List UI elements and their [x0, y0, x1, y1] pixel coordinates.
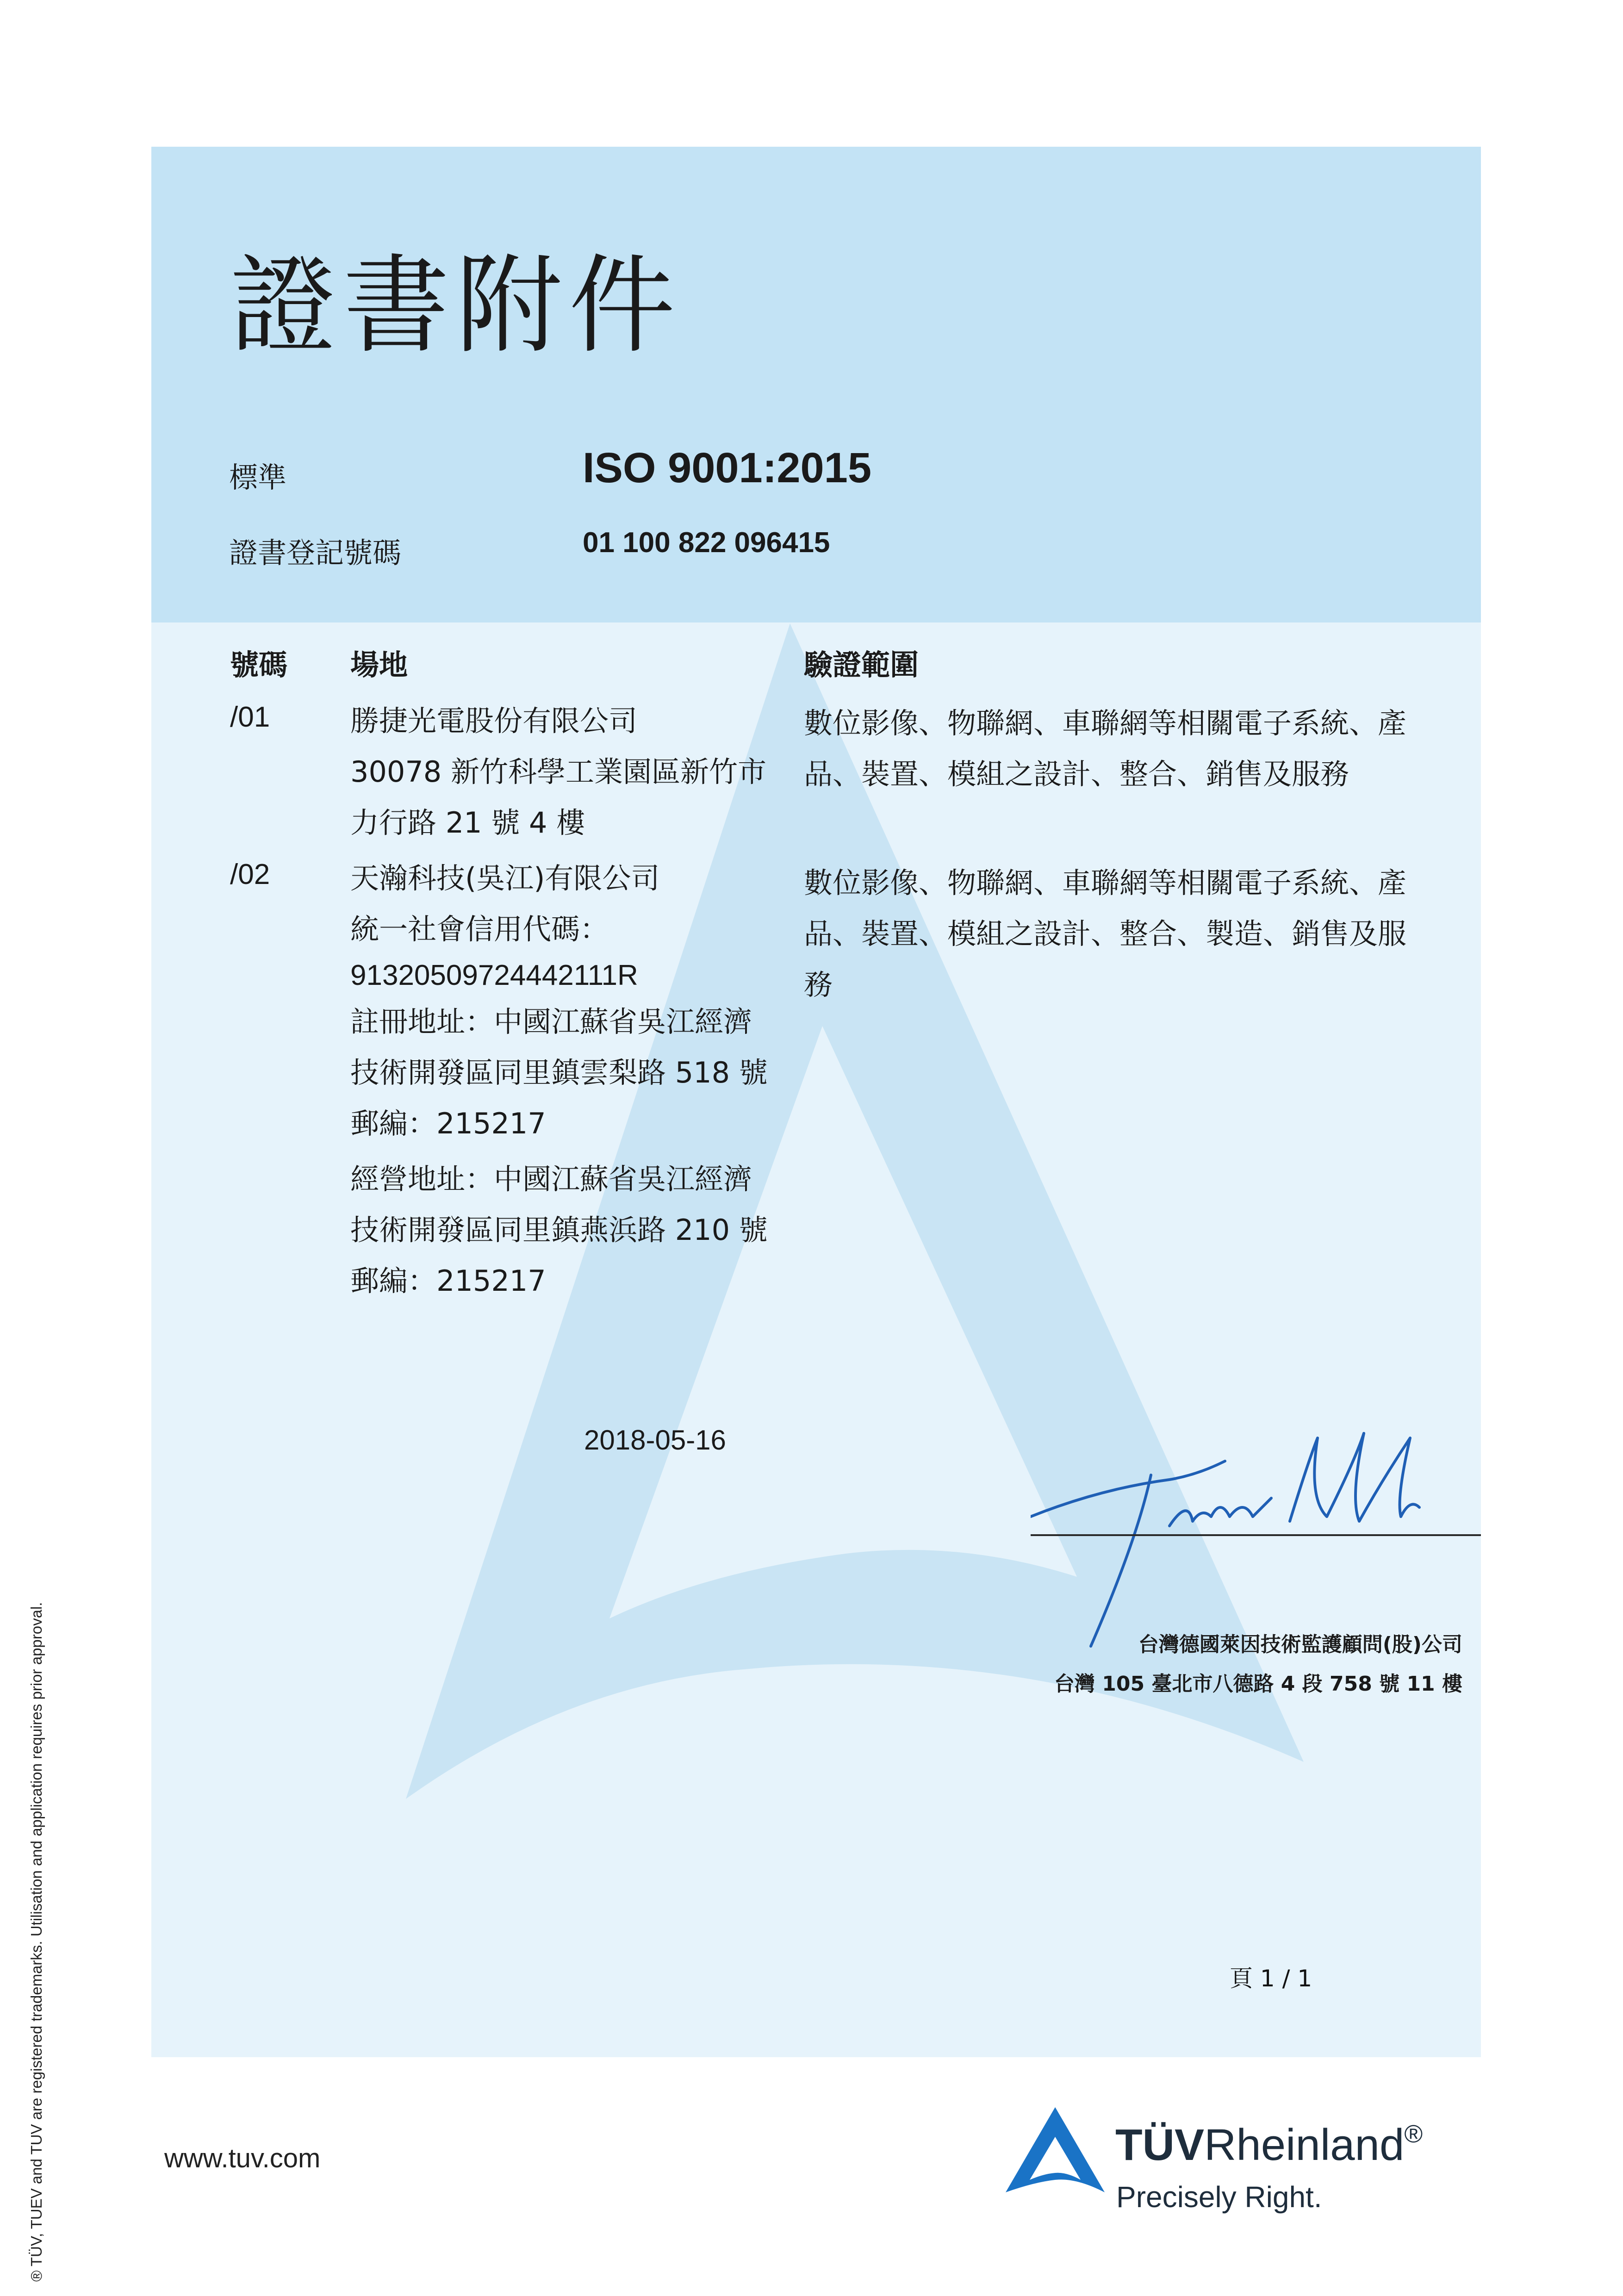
registration-label: 證書登記號碼	[229, 536, 402, 570]
site-line: 91320509724442111R	[350, 959, 638, 991]
scope-line: 品、裝置、模組之設計、整合、銷售及服務	[804, 757, 1349, 791]
signature-icon	[1031, 1322, 1481, 1655]
header-site: 場地	[350, 648, 408, 682]
footer-url: www.tuv.com	[164, 2143, 321, 2173]
row-number: /01	[230, 701, 270, 733]
issue-date: 2018-05-16	[584, 1425, 726, 1456]
site-line: 郵編：215217	[350, 1264, 546, 1298]
issuer-name: 台灣德國萊因技術監護顧問(股)公司	[1138, 1633, 1462, 1656]
certificate-panel	[151, 147, 1481, 2057]
standard-label: 標準	[229, 460, 287, 494]
site-line: 天瀚科技(吳江)有限公司	[350, 861, 660, 895]
scope-line: 數位影像、物聯網、車聯網等相關電子系統、產	[804, 706, 1407, 740]
tuv-triangle-icon	[1002, 2103, 1108, 2196]
site-line: 技術開發區同里鎮雲梨路 518 號	[350, 1056, 768, 1089]
tuv-triangle-watermark	[151, 147, 1481, 2057]
site-line: 郵編：215217	[350, 1107, 546, 1140]
site-line: 統一社會信用代碼：	[350, 912, 609, 946]
registration-number: 01 100 822 096415	[583, 527, 830, 559]
site-line: 力行路 21 號 4 樓	[350, 806, 585, 840]
trademark-note: ® TÜV, TUEV and TUV are registered trademarks. Utilisation and application requires prior approval.	[28, 1602, 45, 2282]
scope-line: 數位影像、物聯網、車聯網等相關電子系統、產	[804, 866, 1407, 900]
header-number: 號碼	[230, 648, 288, 682]
scope-line: 品、裝置、模組之設計、整合、製造、銷售及服	[804, 917, 1407, 951]
standard-value: ISO 9001:2015	[583, 444, 872, 492]
brand-logo-text	[1115, 2120, 1423, 2171]
page-number: 頁 1 / 1	[1230, 1965, 1312, 1992]
site-line: 註冊地址：中國江蘇省吳江經濟	[350, 1005, 752, 1039]
brand-registered: ®	[1404, 2120, 1423, 2148]
brand-slogan: Precisely Right.	[1116, 2180, 1322, 2214]
scope-line: 務	[804, 968, 833, 1002]
site-line: 勝捷光電股份有限公司	[350, 704, 638, 738]
brand-rest: Rheinland	[1204, 2120, 1405, 2170]
site-line: 30078 新竹科學工業園區新竹市	[350, 755, 766, 789]
page-title: 證書附件	[230, 244, 682, 368]
site-line: 技術開發區同里鎮燕浜路 210 號	[350, 1213, 768, 1247]
site-line: 經營地址：中國江蘇省吳江經濟	[350, 1162, 752, 1196]
header-scope: 驗證範圍	[804, 648, 919, 682]
row-number: /02	[230, 859, 270, 890]
issuer-address: 台灣 105 臺北市八德路 4 段 758 號 11 樓	[1054, 1672, 1462, 1696]
brand-bold: TÜV	[1115, 2120, 1204, 2170]
